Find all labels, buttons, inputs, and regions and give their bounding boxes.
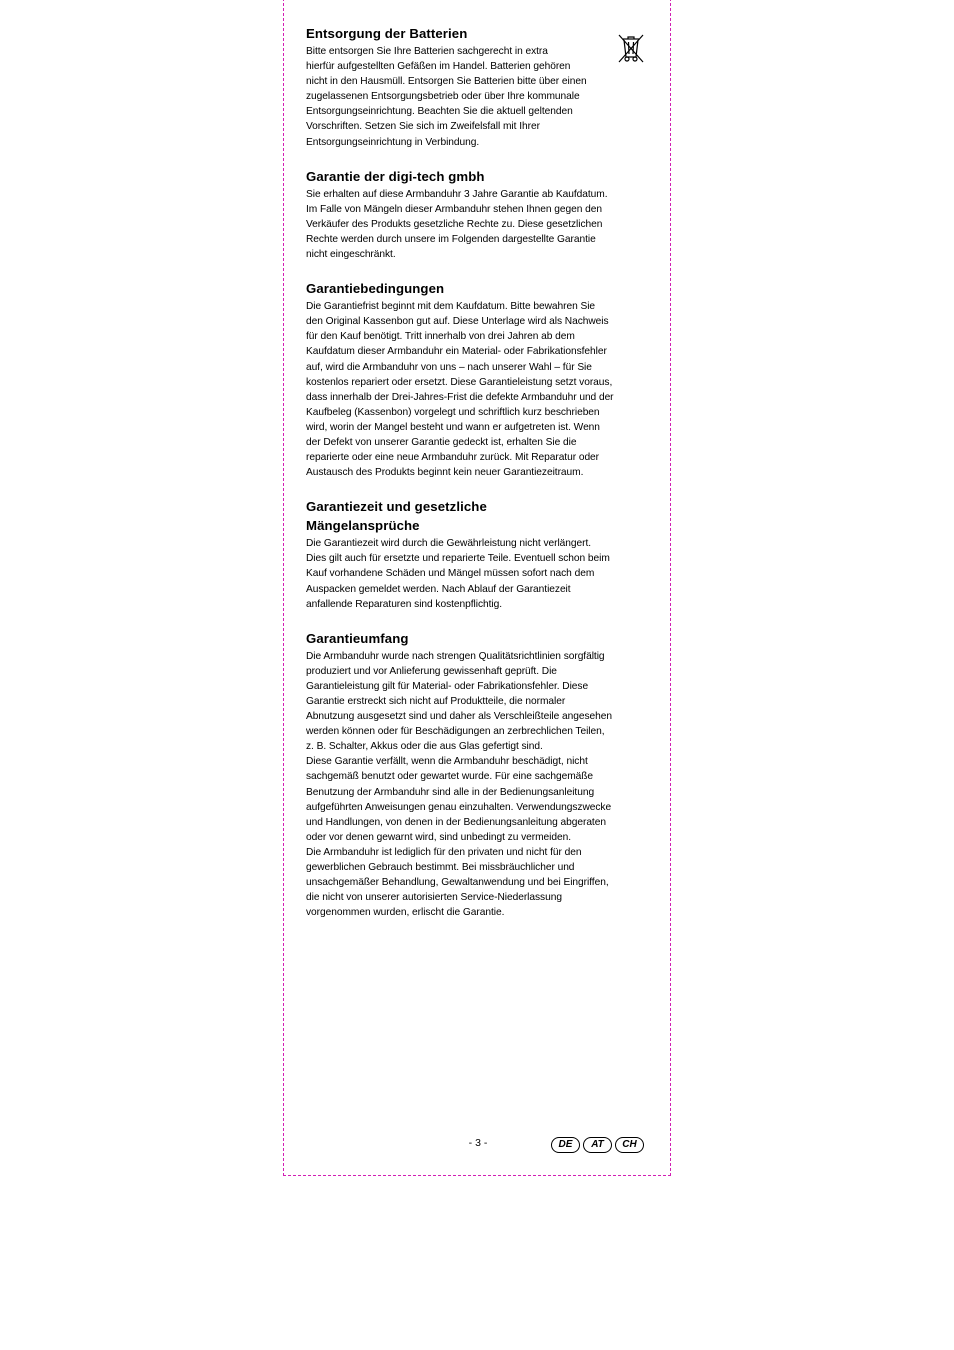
country-badge-at: AT	[583, 1137, 612, 1153]
text-line: Dies gilt auch für ersetzte und reparierte Teile. Eventuell schon beim	[306, 553, 610, 565]
text-line: Sie erhalten auf diese Armbanduhr 3 Jahre Garantie ab Kaufdatum.	[306, 188, 608, 200]
text-line: Die Armbanduhr ist lediglich für den privaten und nicht für den	[306, 846, 582, 858]
section-heading: Garantieumfang	[306, 630, 409, 646]
text-line: Bitte entsorgen Sie Ihre Batterien sachgerecht in extra	[306, 46, 548, 57]
text-line: Garantieleistung gilt für Material- oder Fabrikationsfehler. Diese	[306, 680, 589, 692]
text-line: Auspacken gemeldet werden. Nach Ablauf der Garantiezeit	[306, 583, 571, 595]
section-body	[306, 187, 648, 262]
text-line: vorgenommen wurden, erlischt die Garantie.	[306, 907, 505, 919]
text-line: und Handlungen, von denen in der Bedienungsanleitung abgeraten	[306, 816, 606, 828]
document-content	[306, 24, 648, 937]
text-line: Kaufdatum dieser Armbanduhr ein Material- oder Fabrikationsfehler	[306, 346, 607, 358]
text-line: Diese Garantie verfällt, wenn die Armbanduhr beschädigt, nicht	[306, 756, 588, 768]
section-heading	[306, 497, 648, 535]
text-line: für den Kauf benötigt. Tritt innerhalb von drei Jahren ab dem	[306, 331, 575, 343]
text-line: Austausch des Produkts beginnt kein neuer Garantiezeitraum.	[306, 467, 584, 479]
text-line: zugelassenen Entsorgungsbetrieb oder über Ihre kommunale	[306, 91, 580, 103]
section-warranty-scope	[306, 629, 648, 921]
text-line: oder vor denen gewarnt wird, sind unbedingt zu vermeiden.	[306, 831, 572, 843]
text-line: Die Armbanduhr wurde nach strengen Qualitätsrichtlinien sorgfältig	[306, 650, 605, 662]
text-line: aufgeführten Anweisungen genau einzuhalten. Verwendungszwecke	[306, 801, 612, 813]
text-line: gewerblichen Gebrauch bestimmt. Bei missbräuchlicher und	[306, 862, 575, 874]
text-line: den Original Kassenbon gut auf. Diese Unterlage wird als Nachweis	[306, 316, 609, 328]
heading-line: Garantiezeit und gesetzliche	[306, 499, 487, 515]
text-line: nicht in den Hausmüll. Entsorgen Sie Batterien bitte über einen	[306, 76, 587, 88]
text-line: Verkäufer des Produkts gesetzliche Rechte zu. Diese gesetzlichen	[306, 218, 603, 230]
text-line: die nicht von unserer autorisierten Service-Niederlassung	[306, 892, 562, 904]
country-badges	[551, 1137, 644, 1153]
page-number: - 3 -	[468, 1137, 488, 1149]
text-line: Kaufbeleg (Kassenbon) vorgelegt und schriftlich kurz beschrieben	[306, 406, 600, 418]
section-body	[306, 44, 616, 150]
section-heading: Garantiebedingungen	[306, 281, 445, 297]
text-line: Kauf vorhandene Schäden und Mängel müssen sofort nach dem	[306, 568, 595, 580]
text-line: Rechte werden durch unsere im Folgenden dargestellte Garantie	[306, 233, 596, 245]
text-line: Entsorgungseinrichtung. Beachten Sie die aktuell geltenden	[306, 106, 573, 118]
heading-line: Mängelansprüche	[306, 518, 420, 534]
section-heading: Entsorgung der Batterien	[306, 26, 468, 41]
text-line: nicht eingeschränkt.	[306, 249, 396, 261]
text-line: unsachgemäßer Behandlung, Gewaltanwendung und bei Eingriffen,	[306, 877, 609, 889]
text-line: Die Garantiefrist beginnt mit dem Kaufdatum. Bitte bewahren Sie	[306, 301, 596, 313]
text-line: Die Garantiezeit wird durch die Gewährleistung nicht verlängert.	[306, 538, 592, 550]
text-line: dass innerhalb der Drei-Jahres-Frist die defekte Armbanduhr und der	[306, 391, 614, 403]
text-line: Vorschriften. Setzen Sie sich im Zweifelsfall mit Ihrer	[306, 121, 540, 133]
section-warranty-conditions	[306, 279, 648, 480]
text-line: Abnutzung ausgesetzt sind und daher als Verschleißteile angesehen	[306, 711, 612, 723]
text-line: werden können oder für Beschädigungen an zerbrechlichen Teilen,	[306, 726, 605, 738]
text-line: produziert und vor Anlieferung gewissenhaft geprüft. Die	[306, 665, 557, 677]
section-body	[306, 299, 648, 480]
section-body	[306, 536, 648, 611]
section-battery-disposal	[306, 24, 648, 150]
text-line: der Defekt von unserer Garantie gedeckt ist, erhalten Sie die	[306, 436, 577, 448]
text-line: reparierte oder eine neue Armbanduhr zurück. Mit Reparatur oder	[306, 452, 600, 464]
country-badge-de: DE	[551, 1137, 580, 1153]
section-warranty-period-claims	[306, 497, 648, 611]
text-line: wird, worin der Mangel besteht und wann er aufgetreten ist. Wenn	[306, 421, 600, 433]
country-badge-ch: CH	[615, 1137, 644, 1153]
text-line: kostenlos repariert oder ersetzt. Diese Garantieleistung setzt voraus,	[306, 376, 613, 388]
text-line: hierfür aufgestellten Gefäßen im Handel. Batterien gehören	[306, 61, 571, 73]
text-line: Entsorgungseinrichtung in Verbindung.	[306, 136, 480, 148]
text-line: auf, wird die Armbanduhr von uns – nach unserer Wahl – für Sie	[306, 361, 592, 373]
section-warranty-digitech	[306, 167, 648, 262]
text-line: Benutzung der Armbanduhr sind alle in der Bedienungsanleitung	[306, 786, 595, 798]
text-line: Garantie erstreckt sich nicht auf Produktteile, die normaler	[306, 696, 566, 707]
section-body	[306, 649, 648, 921]
text-line: anfallende Reparaturen sind kostenpflichtig.	[306, 598, 503, 610]
text-line: sachgemäß benutzt oder gewartet wurde. Für eine sachgemäße	[306, 771, 594, 783]
text-line: Im Falle von Mängeln dieser Armbanduhr stehen Ihnen gegen den	[306, 203, 602, 215]
text-line: z. B. Schalter, Akkus oder die aus Glas gefertigt sind.	[306, 741, 543, 753]
section-heading: Garantie der digi-tech gmbh	[306, 168, 485, 184]
